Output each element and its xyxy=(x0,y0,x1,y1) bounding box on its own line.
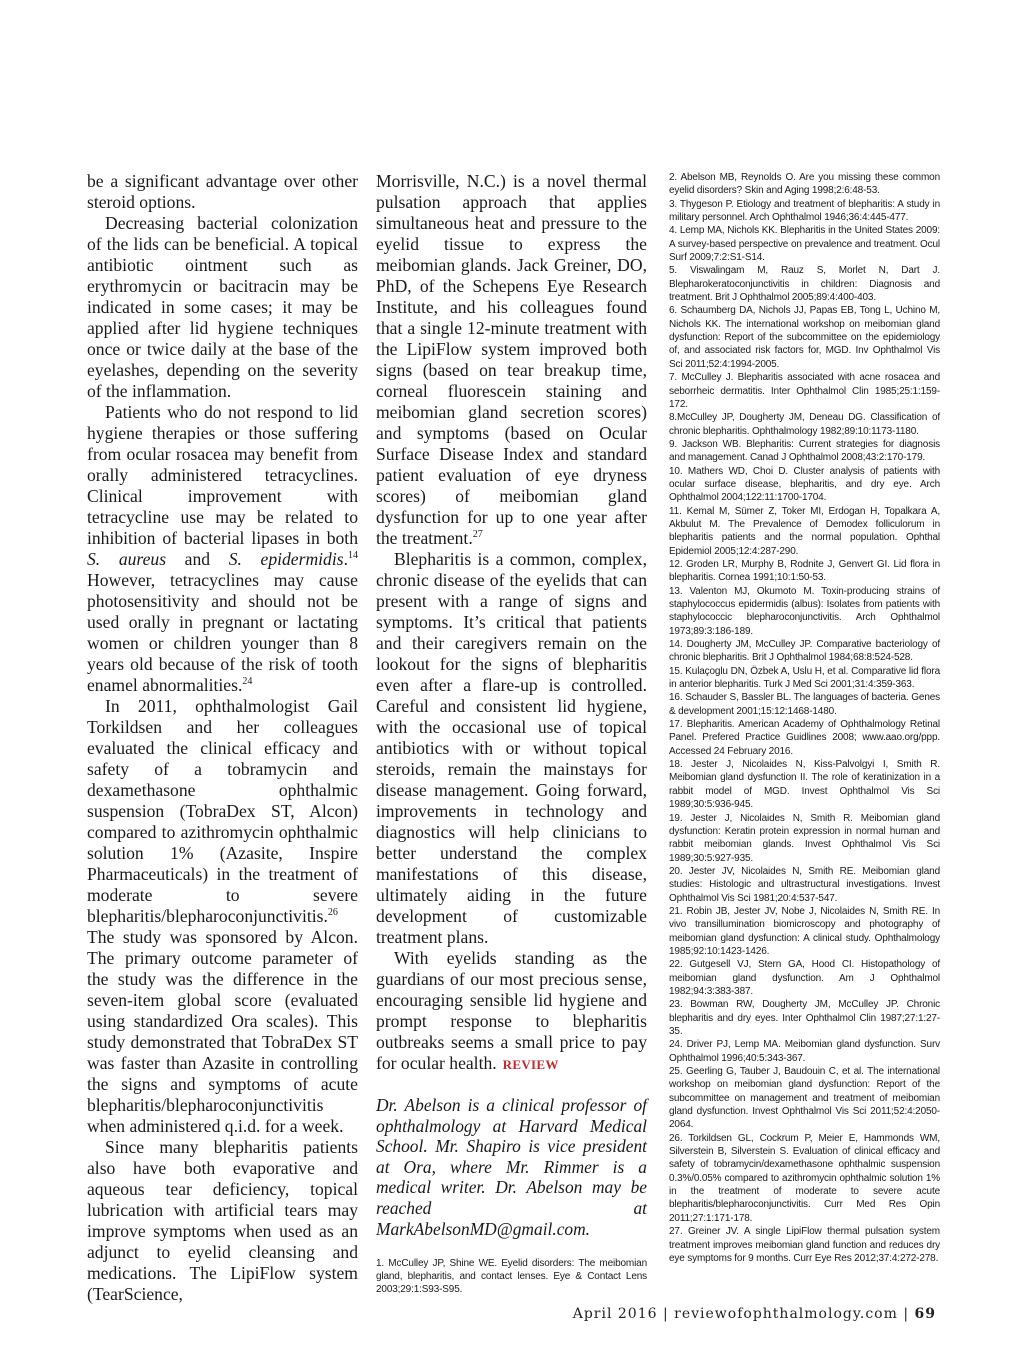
reference-item: 18. Jester J, Nicolaides N, Kiss-Palvolgyi I, Smith R. Meibomian gland dysfunction II. The role of keratinization in a rabbit model of MGD. Invest Ophthalmol Vis Sci 1989;30:5:936-945. xyxy=(669,759,940,811)
issue-date: April 2016 xyxy=(572,1306,658,1322)
reference-item: 6. Schaumberg DA, Nichols JJ, Papas EB, Tong L, Uchino M, Nichols KK. The international workshop on meibomian gland dysfunction: Report of the subcommittee on the epidemiology of, and associated risk factors for, MGD. Inv Ophthalmol Vis Sci 2011;52:4:1994-2005. xyxy=(669,305,940,370)
reference-item: 1. McCulley JP, Shine WE. Eyelid disorders: The meibomian gland, blepharitis, and contact lenses. Eye & Contact Lens 2003;29:1:S93-S95. xyxy=(376,1257,647,1296)
reference-item: 24. Driver PJ, Lemp MA. Meibomian gland dysfunction. Surv Ophthalmol 1996;40:5:343-367. xyxy=(669,1039,940,1064)
reference-item: 16. Schauder S, Bassler BL. The languages of bacteria. Genes & development 2001;15:12:1468-1480. xyxy=(669,692,940,717)
reference-item: 9. Jackson WB. Blepharitis: Current strategies for diagnosis and management. Canad J Ophthalmol 2008;43:2:170-179. xyxy=(669,438,940,464)
text-run: In 2011, ophthalmologist Gail Torkildsen and her colleagues evaluated the clinical efficacy and safety of a tobramycin and dexamethasone ophthalmic suspension (TobraDex ST, Alcon) compared to azithromycin ophthalmic solution 1% (Azasite, Inspire Pharmaceuticals) in the treatment of moderate to severe blepharitis/blepharoconjunctivitis. xyxy=(87,696,358,926)
reference-item: 3. Thygeson P. Etiology and treatment of blepharitis: A study in military personnel. Arch Ophthalmol 1946;36:4:445-477. xyxy=(669,198,940,224)
reference-item: 26. Torkildsen GL, Cockrum P, Meier E, Hammonds WM, Silverstein B, Silverstein S. Evaluation of clinical efficacy and safety of tobramycin/dexamethasone ophthalmic suspension 0.3%/0.05% compared to azithromycin ophthalmic solution 1% in the treatment of moderate to severe acute blepharitis/blepharoconjunctivitis. Curr Med Res Opin 2011;27:1:171-178. xyxy=(669,1132,940,1224)
paragraph: be a significant advantage over other steroid options. xyxy=(87,171,358,212)
reference-item: 13. Valenton MJ, Okumoto M. Toxin-producing strains of staphylococcus epidermidis (albus): Isolates from patients with staphylococcic blepharoconjunctivitis. Arch Ophthalmol 1973;89:3:186-189. xyxy=(669,585,940,637)
article-column-1 xyxy=(87,171,358,1305)
article-column-2 xyxy=(376,171,647,1297)
text-run: and xyxy=(166,549,229,569)
text-run: The study was sponsored by Alcon. The primary outcome parameter of the study was the difference in the seven-item global score (evaluated using standardized Ora scales). This study demonstrated that TobraDex ST was faster than Azasite in controlling the signs and symptoms of acute blepharitis/blepharoconjunctivitis when administered q.i.d. for a week. xyxy=(87,927,358,1136)
italic-species: S. epidermidis xyxy=(228,549,344,569)
reference-item: 11. Kemal M, Sümer Z, Toker MI, Erdogan H, Topalkara A, Akbulut M. The Prevalence of Demodex folliculorum in blepharitis patients and the normal population. Ophthal Epidemiol 2005;12:4:287-290. xyxy=(669,505,940,557)
footer-separator: | xyxy=(662,1306,669,1322)
reference-item: 10. Mathers WD, Choi D. Cluster analysis of patients with ocular surface disease, blepharitis, and dry eye. Arch Ophthalmol 2004;122:11:1700-1704. xyxy=(669,465,940,504)
text-run: However, tetracyclines may cause photosensitivity and should not be used orally in pregnant or lactating women or children younger than 8 years old because of the risk of tooth enamel abnormalities. xyxy=(87,570,358,695)
reference-item: 22. Gutgesell VJ, Stern GA, Hood CI. Histopathology of meibomian gland dysfunction. Am J Ophthalmol 1982;94:3:383-387. xyxy=(669,959,940,997)
reference-item: 25. Geerling G, Tauber J, Baudouin C, et al. The international workshop on meibomian gland dysfunction: Report of the subcommittee on management and treatment of meibomian gland dysfunction. Invest Ophthalmol Vis Sci 2011;52:4:2050-2064. xyxy=(669,1066,940,1131)
paragraph xyxy=(87,696,358,1137)
reference-item: 23. Bowman RW, Dougherty JM, McCulley JP. Chronic blepharitis and dry eyes. Inter Ophthalmol Clin 1987;27:1:27-35. xyxy=(669,999,940,1037)
paragraph: Decreasing bacterial colonization of the lids can be beneficial. A topical antibiotic ointment such as erythromycin or bacitracin may be indicated in some cases; it may be applied after lid hygiene techniques once or twice daily at the base of the eyelashes, depending on the severity of the inflammation. xyxy=(87,213,358,401)
reference-item: 21. Robin JB, Jester JV, Nobe J, Nicolaides N, Smith RE. In vivo transillumination biomicroscopy and photography of meibomian gland dysfunction: A clinical study. Ophthalmology 1985;92:10:1423-1426. xyxy=(669,905,940,957)
paragraph xyxy=(376,171,647,549)
paragraph xyxy=(376,948,647,1075)
reference-item: 7. McCulley J. Blepharitis associated with acne rosacea and seborrheic dermatitis. Inter Ophthalmol Clin 1985;25:1:159-172. xyxy=(669,372,940,410)
page-number: 69 xyxy=(914,1306,936,1322)
text-run: With eyelids standing as the guardians of our most precious sense, encouraging sensible lid hygiene and prompt response to blepharitis outbreaks seems a small price to pay for ocular health. xyxy=(376,948,647,1073)
site-url: reviewofophthalmology.com xyxy=(674,1306,898,1322)
citation-superscript: 26 xyxy=(327,907,338,919)
paragraph: Blepharitis is a common, complex, chronic disease of the eyelids that can present with a range of signs and symptoms. It’s critical that patients and their caregivers remain on the lookout for the signs of blepharitis even after a flare-up is controlled. Careful and consistent lid hygiene, with the occasional use of topical antibiotics with or without topical steroids, remain the mainstays for disease management. Going forward, improvements in technology and diagnostics will help clinicians to better understand the complex manifestations of this disease, ultimately aiding in the future development of customizable treatment plans. xyxy=(376,549,647,947)
text-run: Morrisville, N.C.) is a novel thermal pulsation approach that applies simultaneous heat and pressure to the eyelid tissue to express the meibomian glands. Jack Greiner, DO, PhD, of the Schepens Eye Research Institute, and his colleagues found that a single 12-minute treatment with the LipiFlow system improved both signs (based on tear breakup time, corneal fluorescein staining and meibomian gland secretion scores) and symptoms (based on Ocular Surface Disease Index and standard patient evaluation of eye dryness scores) of meibomian gland dysfunction for up to one year after the treatment. xyxy=(376,171,647,548)
reference-item: 5. Viswalingam M, Rauz S, Morlet N, Dart J. Blepharokeratoconjunctivitis in children: Diagnosis and treatment. Brit J Ophthalmol 2005;89:4:400-403. xyxy=(669,265,940,304)
reference-item: 4. Lemp MA, Nichols KK. Blepharitis in the United States 2009: A survey-based perspective on prevalence and treatment. Ocul Surf 2009;7:2:S1-S14. xyxy=(669,225,940,264)
references-column xyxy=(669,171,940,1265)
italic-species: S. aureus xyxy=(87,549,167,569)
reference-item: 17. Blepharitis. American Academy of Ophthalmology Retinal Panel. Prefered Practice Guidlines 2008; www.aao.org/ppp. Accessed 24 February 2016. xyxy=(669,719,940,757)
footer-separator: | xyxy=(903,1306,910,1322)
reference-item: 8.McCulley JP, Dougherty JM, Deneau DG. Classification of chronic blepharitis. Ophthalmology 1982;89:10:1173-1180. xyxy=(669,412,940,437)
reference-item: 20. Jester JV, Nicolaides N, Smith RE. Meibomian gland studies: Histologic and ultrastructural investigations. Invest Ophthalmol Vis Sci 1981;20:4:537-547. xyxy=(669,865,940,904)
citation-superscript: 27 xyxy=(472,529,483,541)
reference-item: 27. Greiner JV. A single LipiFlow thermal pulsation system treatment improves meibomian gland function and reduces dry eye symptoms for 9 months. Curr Eye Res 2012;37:4:272-278. xyxy=(669,1226,940,1264)
reference-item: 15. Kulaçoglu DN, Özbek A, Uslu H, et al. Comparative lid flora in anterior blepharitis. Turk J Med Sci 2001;31:4:359-363. xyxy=(669,665,940,691)
review-end-mark: REVIEW xyxy=(502,1057,559,1072)
reference-item: 12. Groden LR, Murphy B, Rodnite J, Genvert GI. Lid flora in blepharitis. Cornea 1991;10:1:50-53. xyxy=(669,558,940,584)
citation-superscript: 24 xyxy=(242,676,253,688)
citation-superscript: 14 xyxy=(348,550,358,562)
page-footer xyxy=(573,1306,936,1322)
paragraph: Since many blepharitis patients also have both evaporative and aqueous tear deficiency, topical lubrication with artificial tears may improve symptoms when used as an adjunct to eyelid cleansing and medications. The LipiFlow system (TearScience, xyxy=(87,1137,358,1304)
text-run: Patients who do not respond to lid hygiene therapies or those suffering from ocular rosacea may benefit from orally administered tetracyclines. Clinical improvement with tetracycline use may be related to inhibition of bacterial lipases in both xyxy=(87,402,358,548)
reference-item: 2. Abelson MB, Reynolds O. Are you missing these common eyelid disorders? Skin and Aging 1998;2:6:48-53. xyxy=(669,172,940,197)
paragraph: Patients who do not respond to lid hygiene therapies or those suffering from ocular rosacea may benefit from orally administered tetracyclines. Clinical improvement with tetracycline use may be related to inhibition of bacterial lipases in both S. aureus and S. epidermidis.$^{14}$ However, tetracyclines may cause photosensitivity and should not be used orally in pregnant or lactating women or children younger than 8 years old because of the risk of tooth enamel abnormalities.$^{24}$ xyxy=(87,402,358,695)
reference-item: 14. Dougherty JM, McCulley JP. Comparative bacteriology of chronic blepharitis. Brit J Ophthalmol 1984;68:8:524-528. xyxy=(669,639,940,664)
author-bio: Dr. Abelson is a clinical professor of ophthalmology at Harvard Medical School. Mr. Shapiro is vice president at Ora, where Mr. Rimmer is a medical writer. Dr. Abelson may be reached at MarkAbelsonMD@gmail.com. xyxy=(376,1095,647,1239)
reference-item: 19. Jester J, Nicolaides N, Smith R. Meibomian gland dysfunction: Keratin protein expression in normal human and rabbit meibomian glands. Invest Ophthalmol Vis Sci 1989;30:5:927-935. xyxy=(669,812,940,864)
